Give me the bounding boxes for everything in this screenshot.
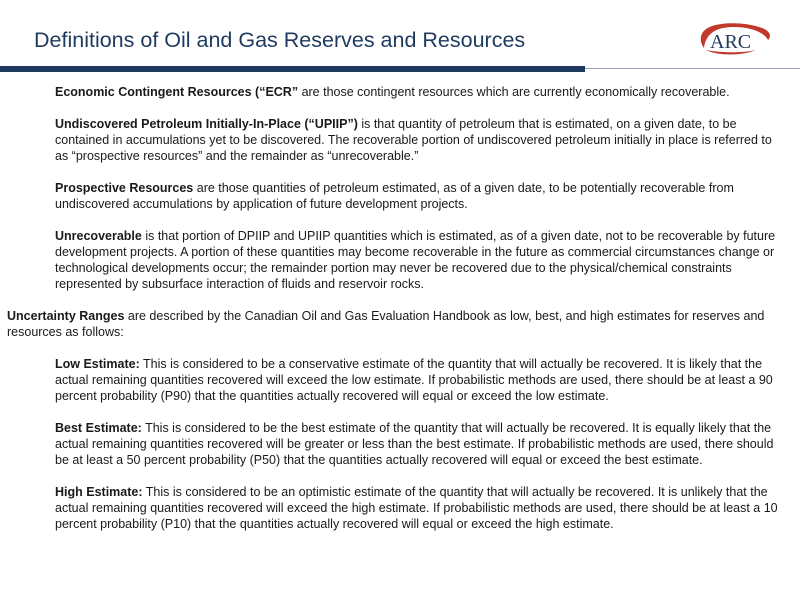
definition-text: are those contingent resources which are currently economically recoverable.: [298, 85, 730, 99]
definition-uncertainty-ranges: [0, 308, 800, 340]
header-rule-thin: [585, 68, 800, 69]
term-upiip: Undiscovered Petroleum Initially-In-Place (“UPIIP”): [55, 117, 358, 131]
arc-logo: [690, 20, 776, 60]
definition-upiip: [0, 116, 800, 164]
term-prospective-resources: Prospective Resources: [55, 181, 194, 195]
header-rule: [0, 66, 585, 72]
term-uncertainty-ranges: Uncertainty Ranges: [7, 309, 125, 323]
term-best-estimate: Best Estimate:: [55, 421, 142, 435]
definition-text: This is considered to be a conservative estimate of the quantity that will actually be recovered. It is likely that the actual remaining quantities recovered will exceed the low estimate. If probabilistic methods are used, there should be at least a 90 percent probability (P90) that the quantities actually recovered will equal or exceed the low estimate.: [55, 357, 773, 403]
definition-text: are described by the Canadian Oil and Gas Evaluation Handbook as low, best, and high estimates for reserves and resources as follows:: [7, 309, 765, 339]
definition-text: are those quantities of petroleum estimated, as of a given date, to be potentially recoverable from undiscovered accumulations by application of future development projects.: [55, 181, 734, 211]
definition-high-estimate: [0, 484, 800, 532]
term-low-estimate: Low Estimate:: [55, 357, 140, 371]
definition-text: This is considered to be an optimistic estimate of the quantity that will actually be recovered. It is unlikely that the actual remaining quantities recovered will exceed the high estimate. If probabilistic methods are used, there should be at least a 10 percent probability (P10) that the quantities actually recovered will equal or exceed the high estimate.: [55, 485, 778, 531]
definition-text: This is considered to be the best estimate of the quantity that will actually be recovered. It is equally likely that the actual remaining quantities recovered will be greater or less than the best estimate. If probabilistic methods are used, there should be at least a 50 percent probability (P50) that the quantities actually recovered will equal or exceed the best estimate.: [55, 421, 774, 467]
term-unrecoverable: Unrecoverable: [55, 229, 142, 243]
definition-prospective-resources: [0, 180, 800, 212]
definitions-body: [0, 84, 800, 548]
logo-text: ARC: [710, 31, 752, 53]
definition-ecr: [0, 84, 800, 100]
definition-best-estimate: [0, 420, 800, 468]
term-ecr: Economic Contingent Resources (“ECR”: [55, 85, 299, 99]
definition-unrecoverable: [0, 228, 800, 292]
definition-text: is that portion of DPIIP and UPIIP quantities which is estimated, as of a given date, not to be recoverable by future development projects. A portion of these quantities may become recoverable in the future as commercial circumstances change or technological developments occur; the remainder portion may never be recovered due to the physical/chemical constraints represented by subsurface interaction of fluids and reservoir rocks.: [55, 229, 776, 291]
definition-text: is that quantity of petroleum that is estimated, on a given date, to be contained in accumulations yet to be discovered. The recoverable portion of undiscovered petroleum initially in place is referred to as “prospective resources” and the remainder as “unrecoverable.”: [55, 117, 772, 163]
definition-low-estimate: [0, 356, 800, 404]
page-title: Definitions of Oil and Gas Reserves and Resources: [34, 28, 526, 52]
term-high-estimate: High Estimate:: [55, 485, 143, 499]
